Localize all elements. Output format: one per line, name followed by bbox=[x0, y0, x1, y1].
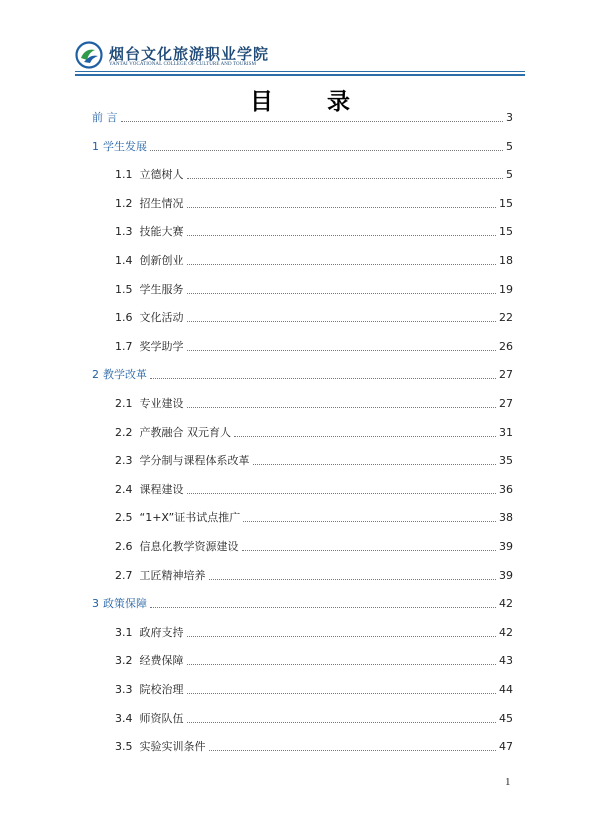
toc-entry-title: 工匠精神培养 bbox=[139, 569, 206, 582]
toc-entry-title: 课程建设 bbox=[139, 483, 184, 496]
toc-section-entry[interactable] bbox=[92, 364, 513, 382]
toc-subsection-entry[interactable] bbox=[115, 221, 513, 239]
toc-entry-number: 1.2 bbox=[115, 197, 133, 210]
toc-subsection-entry[interactable] bbox=[115, 507, 513, 525]
toc-subsection-entry[interactable] bbox=[115, 708, 513, 726]
toc-entry-title: 政府支持 bbox=[139, 626, 184, 639]
toc-dot-leader bbox=[187, 207, 497, 208]
toc-title-right: 录 bbox=[327, 89, 350, 115]
toc-subsection-entry[interactable] bbox=[115, 193, 513, 211]
toc-entry-page: 42 bbox=[499, 626, 513, 639]
toc-entry-number: 1.6 bbox=[115, 311, 133, 324]
toc-dot-leader bbox=[187, 693, 497, 694]
toc-entry-title: 院校治理 bbox=[139, 683, 184, 696]
toc-entry-title: 创新创业 bbox=[139, 254, 184, 267]
toc-entry-number: 1.3 bbox=[115, 225, 133, 238]
toc-entry-page: 42 bbox=[499, 597, 513, 610]
toc-entry-title: 学生发展 bbox=[103, 140, 147, 153]
toc-dot-leader bbox=[150, 607, 496, 608]
toc-dot-leader bbox=[209, 750, 497, 751]
toc-dot-leader bbox=[187, 664, 497, 665]
toc-entry-page: 39 bbox=[499, 569, 513, 582]
toc-entry-number: 1.4 bbox=[115, 254, 133, 267]
toc-entry-page: 15 bbox=[499, 197, 513, 210]
toc-entry-number: 3.2 bbox=[115, 654, 133, 667]
toc-entry-page: 31 bbox=[499, 426, 513, 439]
toc-entry-page: 44 bbox=[499, 683, 513, 696]
toc-entry-page: 36 bbox=[499, 483, 513, 496]
toc-dot-leader bbox=[243, 521, 496, 522]
toc-entry-title: 教学改革 bbox=[103, 368, 147, 381]
toc-entry-title: 师资队伍 bbox=[139, 712, 184, 725]
toc-entry-page: 19 bbox=[499, 283, 513, 296]
toc-entry-title: 产教融合 双元育人 bbox=[139, 426, 231, 439]
toc-entry-number: 3.3 bbox=[115, 683, 133, 696]
toc-dot-leader bbox=[187, 350, 497, 351]
toc-entry-title: 经费保障 bbox=[139, 654, 184, 667]
toc-entry-title: 前 言 bbox=[92, 111, 118, 124]
toc-entry-page: 26 bbox=[499, 340, 513, 353]
toc-entry-title: 信息化教学资源建设 bbox=[139, 540, 239, 553]
toc-entry-number: 3 bbox=[92, 597, 99, 610]
toc-section-entry[interactable] bbox=[92, 107, 513, 125]
toc-dot-leader bbox=[187, 636, 497, 637]
college-emblem-icon bbox=[75, 41, 103, 69]
toc-dot-leader bbox=[150, 378, 496, 379]
toc-subsection-entry[interactable] bbox=[115, 650, 513, 668]
toc-entry-page: 27 bbox=[499, 368, 513, 381]
toc-subsection-entry[interactable] bbox=[115, 536, 513, 554]
toc-title-left: 目 bbox=[250, 89, 273, 115]
toc-entry-title: 立德树人 bbox=[139, 168, 184, 181]
toc-subsection-entry[interactable] bbox=[115, 279, 513, 297]
toc-entry-number: 3.5 bbox=[115, 740, 133, 753]
page-number: 1 bbox=[505, 776, 511, 788]
toc-entry-number: 2.3 bbox=[115, 454, 133, 467]
toc-entry-page: 43 bbox=[499, 654, 513, 667]
toc-entry-page: 15 bbox=[499, 225, 513, 238]
header-rule-thick bbox=[75, 74, 525, 76]
toc-entry-page: 38 bbox=[499, 511, 513, 524]
toc-subsection-entry[interactable] bbox=[115, 164, 513, 182]
toc-dot-leader bbox=[150, 150, 503, 151]
toc-dot-leader bbox=[187, 407, 497, 408]
header-rule-thin bbox=[75, 71, 525, 72]
toc-entry-title: 学生服务 bbox=[139, 283, 184, 296]
toc-dot-leader bbox=[209, 579, 497, 580]
toc-subsection-entry[interactable] bbox=[115, 565, 513, 583]
toc-entry-title: 政策保障 bbox=[103, 597, 147, 610]
toc-entry-page: 45 bbox=[499, 712, 513, 725]
toc-entry-number: 1.7 bbox=[115, 340, 133, 353]
toc-dot-leader bbox=[187, 722, 497, 723]
toc-entry-number: 3.1 bbox=[115, 626, 133, 639]
toc-subsection-entry[interactable] bbox=[115, 250, 513, 268]
toc-entry-title: 奖学助学 bbox=[139, 340, 184, 353]
toc-dot-leader bbox=[234, 436, 496, 437]
toc-entry-page: 5 bbox=[506, 168, 513, 181]
toc-dot-leader bbox=[187, 264, 497, 265]
toc-subsection-entry[interactable] bbox=[115, 336, 513, 354]
toc-entry-title: 文化活动 bbox=[139, 311, 184, 324]
toc-entry-number: 2.5 bbox=[115, 511, 133, 524]
toc-entry-number: 1.1 bbox=[115, 168, 133, 181]
toc-entry-number: 2.1 bbox=[115, 397, 133, 410]
page-header bbox=[75, 38, 525, 74]
toc-subsection-entry[interactable] bbox=[115, 450, 513, 468]
toc-entry-page: 18 bbox=[499, 254, 513, 267]
toc-entry-title: 实验实训条件 bbox=[139, 740, 206, 753]
toc-entry-number: 1 bbox=[92, 140, 99, 153]
toc-entry-page: 5 bbox=[506, 140, 513, 153]
toc-section-entry[interactable] bbox=[92, 136, 513, 154]
toc-subsection-entry[interactable] bbox=[115, 479, 513, 497]
toc-dot-leader bbox=[187, 235, 497, 236]
toc-entry-number: 1.5 bbox=[115, 283, 133, 296]
toc-entry-page: 22 bbox=[499, 311, 513, 324]
toc-entry-title: “1+X”证书试点推广 bbox=[139, 511, 241, 524]
toc-entry-page: 39 bbox=[499, 540, 513, 553]
toc-entry-number: 3.4 bbox=[115, 712, 133, 725]
toc-entry-number: 2.6 bbox=[115, 540, 133, 553]
toc-dot-leader bbox=[253, 464, 497, 465]
toc-dot-leader bbox=[121, 121, 504, 122]
toc-entry-number: 2.4 bbox=[115, 483, 133, 496]
toc-subsection-entry[interactable] bbox=[115, 422, 513, 440]
toc-dot-leader bbox=[187, 293, 497, 294]
toc-dot-leader bbox=[187, 178, 504, 179]
toc-dot-leader bbox=[242, 550, 497, 551]
school-name-en: YANTAI VOCATIONAL COLLEGE OF CULTURE AND TOURISM bbox=[109, 62, 257, 67]
toc-entry-number: 2.7 bbox=[115, 569, 133, 582]
toc-subsection-entry[interactable] bbox=[115, 393, 513, 411]
toc-section-entry[interactable] bbox=[92, 593, 513, 611]
toc-subsection-entry[interactable] bbox=[115, 307, 513, 325]
toc-entry-title: 专业建设 bbox=[139, 397, 184, 410]
toc-entry-title: 学分制与课程体系改革 bbox=[139, 454, 250, 467]
toc-entry-page: 47 bbox=[499, 740, 513, 753]
toc-entry-number: 2.2 bbox=[115, 426, 133, 439]
toc-entry-page: 35 bbox=[499, 454, 513, 467]
toc-subsection-entry[interactable] bbox=[115, 622, 513, 640]
toc-entry-title: 技能大赛 bbox=[139, 225, 184, 238]
toc-entry-page: 3 bbox=[506, 111, 513, 124]
toc-entry-number: 2 bbox=[92, 368, 99, 381]
toc-subsection-entry[interactable] bbox=[115, 679, 513, 697]
toc-dot-leader bbox=[187, 493, 497, 494]
school-name: 烟台文化旅游职业学院 bbox=[109, 45, 270, 63]
toc-entry-page: 27 bbox=[499, 397, 513, 410]
toc-dot-leader bbox=[187, 321, 497, 322]
toc-subsection-entry[interactable] bbox=[115, 736, 513, 754]
toc-entry-title: 招生情况 bbox=[139, 197, 184, 210]
